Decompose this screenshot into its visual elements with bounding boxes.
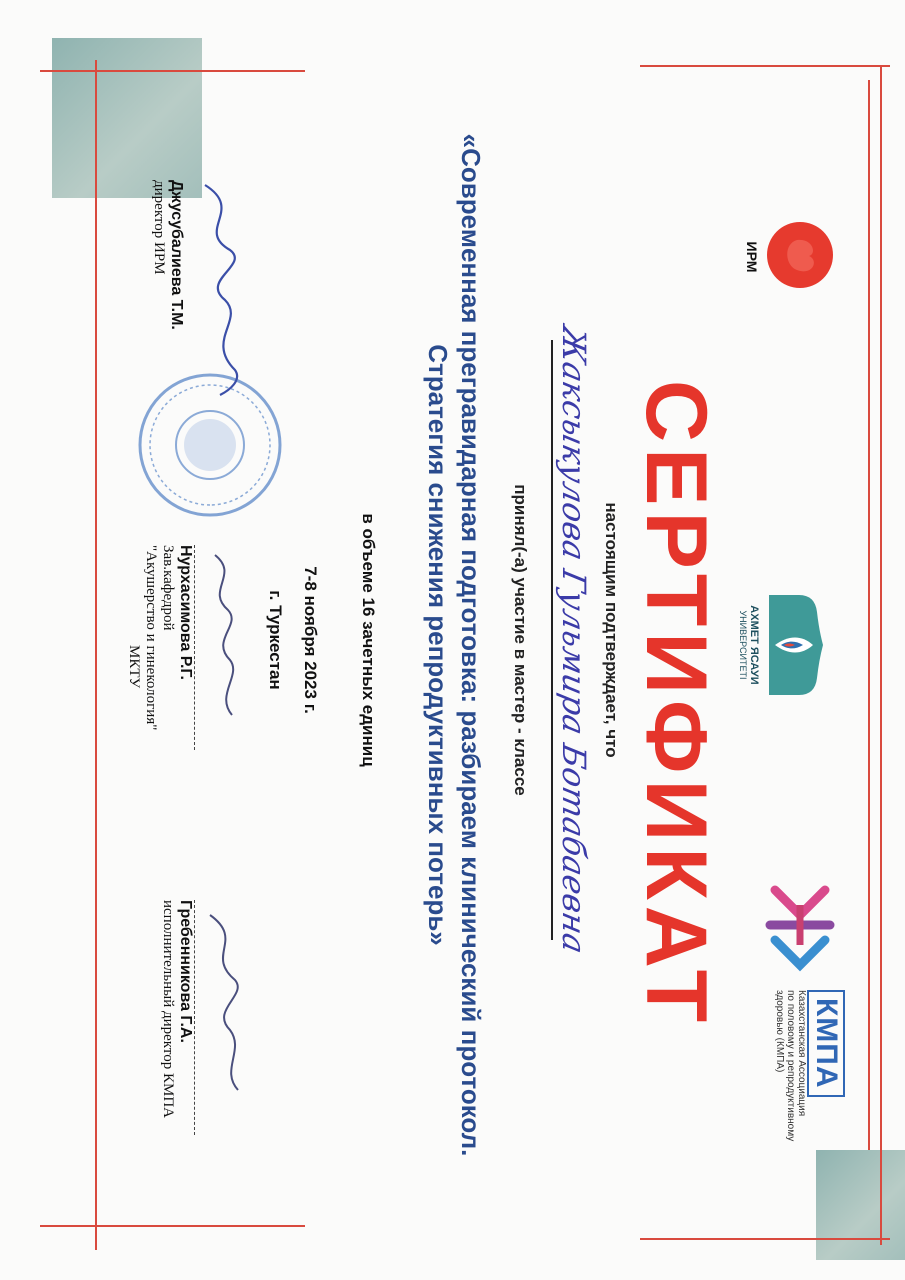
university-logo — [739, 590, 825, 700]
recipient-signature-text: Жаксыкулова Гульмира Ботабаевна — [555, 322, 593, 958]
signature-block-director — [150, 180, 250, 440]
signatory-name: Джусубалиева Т.М. — [168, 180, 185, 330]
signatory-role: Зав.кафедрой — [160, 545, 176, 631]
kmpa-line1: Казахстанская Ассоциация — [796, 990, 807, 1117]
university-name-line1: АХМЕТ ЯСАУИ — [748, 605, 760, 685]
credits: в объеме 16 зачетных единиц — [359, 513, 378, 767]
signatory-role: "Акушерство и гинекология" — [143, 545, 159, 731]
signature-block-kmpa-director — [159, 900, 250, 1160]
irm-logo — [765, 220, 835, 290]
kmpa-logo-text — [774, 990, 845, 1150]
city: г. Туркестан — [266, 590, 285, 690]
signatory-role: директор ИРМ — [151, 180, 167, 275]
irm-label: ИРМ — [744, 241, 760, 273]
kmpa-emblem — [755, 870, 845, 980]
handwritten-signature-3 — [200, 900, 250, 1100]
university-name-line2: УНИВЕРСИТЕТІ — [738, 610, 748, 680]
signatory-name: Гребенникова Г.А. — [177, 900, 194, 1043]
certificate-title: СЕРТИФИКАТ — [628, 380, 724, 1029]
signatory-name: Нурхасимова Р.Г. — [177, 545, 194, 680]
handwritten-signature-1 — [190, 180, 250, 400]
handwritten-signature-2 — [200, 545, 250, 725]
participation-line: принял(-а) участие в мастер - классе — [511, 484, 530, 796]
signature-line — [194, 545, 195, 750]
recipient-underline — [551, 340, 553, 940]
kmpa-line2: по половому и репродуктивному — [785, 990, 796, 1142]
signatory-role: исполнительный директор КМПА — [160, 900, 176, 1118]
irm-logo-icon — [765, 220, 835, 290]
dates: 7-8 ноября 2023 г. — [301, 566, 320, 714]
signature-block-head-of-department — [125, 545, 250, 805]
signatory-role: МКТУ — [126, 645, 142, 689]
signature-line — [194, 900, 195, 1135]
course-title-line1: «Современная прегравидарная подготовка: разбираем клинический протокол. — [456, 133, 486, 1157]
university-emblem-icon — [767, 590, 825, 700]
kmpa-line3: здоровью (КМПА) — [774, 990, 785, 1073]
kmpa-emblem-icon — [755, 870, 845, 980]
kmpa-abbr: КМПА — [807, 990, 845, 1097]
recipient-name — [551, 320, 593, 960]
course-title-line2: Стратегия снижения репродуктивных потерь» — [423, 344, 453, 946]
confirm-line: настоящим подтверждает, что — [602, 502, 621, 758]
